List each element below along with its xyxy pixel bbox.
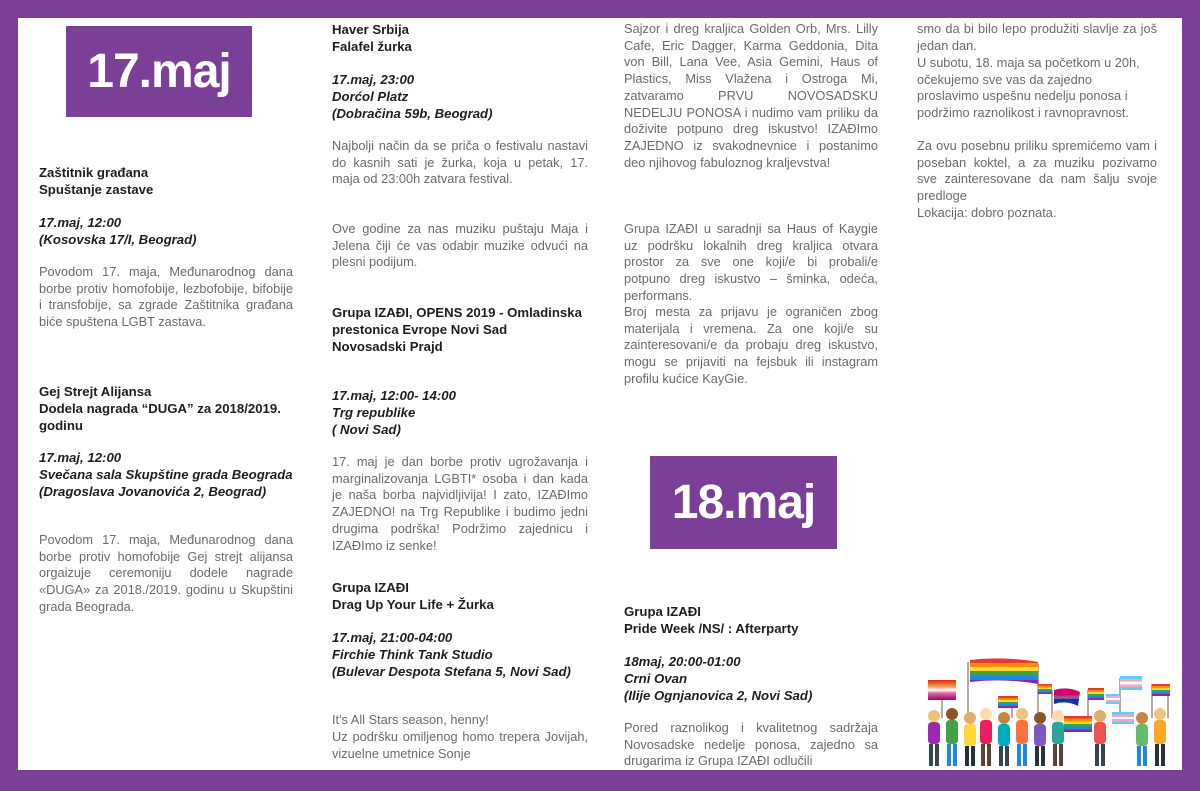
event-title-afterparty: Grupa IZAĐI Pride Week /NS/ : Afterparty bbox=[624, 604, 799, 636]
event-meta-duga: 17.maj, 12:00 Svečana sala Skupštine grada Beograda (Dragoslava Jovanovića 2, Beograd) bbox=[39, 450, 293, 499]
event-meta-izadji-opens: 17.maj, 12:00- 14:00 Trg republike ( Novi Sad) bbox=[332, 388, 456, 437]
event-body-afterparty-a: Pored raznolikog i kvalitetnog sadržaja Novosadske nedelje ponosa, zajedno sa drugarima iz Grupa IZAĐI odlučili bbox=[624, 720, 878, 769]
event-body-drag-up-c: Grupa IZAĐI u saradnji sa Haus of Kaygie uz podršku lokalnih dreg kraljica otvara prostor za sve one koji/e bi probali/e potpuno dreg iskustvo – šminka, odeća, performans. bbox=[624, 221, 878, 303]
event-body-afterparty-d: Za ovu posebnu priliku spremićemo vam i poseban koktel, a za muziku pozivamo sve zainteresovane da nam šalju svoje predloge bbox=[917, 138, 1157, 204]
event-title-izadji-opens: Grupa IZAĐI, OPENS 2019 - Omladinska prestonica Evrope Novi Sad Novosadski Prajd bbox=[332, 305, 582, 354]
event-body-izadji-opens: 17. maj je dan borbe protiv ugrožavanja i marginalizovanja LGBTI* osoba i dan kada je naša borba najvidljivija! I zato, IZAĐImo ZAJEDNO! na Trg Republike i budimo jedni drugima podrška! Podržimo zajednicu i IZAĐImo iz senke! bbox=[332, 454, 588, 553]
event-body-drag-up-b: Sajzor i dreg kraljica Golden Orb, Mrs. Lilly Cafe, Eric Dagger, Karma Geddonia, Dita von Bill, Lana Vee, Asia Gemini, Haus of Plastics, Miss Vlažena i Ostroga Mi, zatvaramo PRVU NOVOSADSKU NEDELJU PONOSA i nudimo vam priliku da doživite potpuno dreg iskustvo! IZAĐImo ZAJEDNO iz svakodnevnice i postanimo deo njihovog fabuloznog kraljevstva! bbox=[624, 21, 878, 170]
event-body-afterparty-b: smo da bi bilo lepo produžiti slavlje za još jedan dan. bbox=[917, 21, 1157, 53]
pride-crowd-illustration-icon bbox=[920, 656, 1176, 770]
event-title-drag-up: Grupa IZAĐI Drag Up Your Life + Žurka bbox=[332, 580, 494, 612]
event-meta-haver: 17.maj, 23:00 Dorćol Platz (Dobračina 59b, Beograd) bbox=[332, 72, 493, 121]
event-meta-afterparty: 18maj, 20:00-01:00 Crni Ovan (Ilije Ognjanovica 2, Novi Sad) bbox=[624, 654, 813, 703]
event-body-drag-up-d: Broj mesta za prijavu je ograničen zbog materijala i vremena. Za one koji/e su zainteresovani/e da probaju dreg iskustvo, mogu se prijaviti na fejsbuk ili instagram profilu kućice KayGie. bbox=[624, 304, 878, 386]
event-meta-zastitnik: 17.maj, 12:00 (Kosovska 17/I, Beograd) bbox=[39, 215, 197, 247]
event-body-afterparty-e: Lokacija: dobro poznata. bbox=[917, 205, 1057, 220]
event-body-drag-up-a: Uz podršku omiljenog homo trepera Jovijah, vizuelne umetnice Sonje bbox=[332, 729, 588, 761]
event-title-duga: Gej Strejt Alijansa Dodela nagrada “DUGA” za 2018/2019. godinu bbox=[39, 384, 281, 433]
event-body-zastitnik: Povodom 17. maja, Međunarodnog dana borbe protiv homofobije, lezbofobije, bifobije i transfobije, sa zgrade Zaštitnika građana biće spuštena LGBT zastava. bbox=[39, 264, 293, 330]
event-title-haver: Haver Srbija Falafel žurka bbox=[332, 22, 412, 54]
event-body-haver-2: Ove godine za nas muziku puštaju Maja i Jelena čiji će vas odabir muzike odvući na plesni podijum. bbox=[332, 221, 588, 270]
event-body-afterparty-c: U subotu, 18. maja sa početkom u 20h, očekujemo sve vas da zajedno proslavimo uspešnu nedelju ponosa i podržimo raznolikost i ravnopravnost. bbox=[917, 55, 1140, 121]
date-heading-17-maj: 17.maj bbox=[66, 26, 252, 117]
event-body-haver-1: Najbolji način da se priča o festivalu nastavi do kasnih sati je žurka, koja u petak, 17. maja od 23:00h zatvara festival. bbox=[332, 138, 588, 187]
event-body-duga: Povodom 17. maja, Međunarodnog dana borbe protiv homofobije Gej strejt alijansa orgaizuje ceremoniju dodele nagrade «DUGA» za 2018./2019. godinu u Skupštini grada Beograda. bbox=[39, 532, 293, 614]
brochure-page bbox=[18, 18, 1182, 770]
date-heading-18-maj: 18.maj bbox=[650, 456, 837, 549]
event-meta-drag-up: 17.maj, 21:00-04:00 Firchie Think Tank Studio (Bulevar Despota Stefana 5, Novi Sad) bbox=[332, 630, 571, 679]
event-body-drag-up-intro: It's All Stars season, henny! bbox=[332, 712, 489, 727]
event-title-zastitnik: Zaštitnik građana Spuštanje zastave bbox=[39, 165, 154, 197]
